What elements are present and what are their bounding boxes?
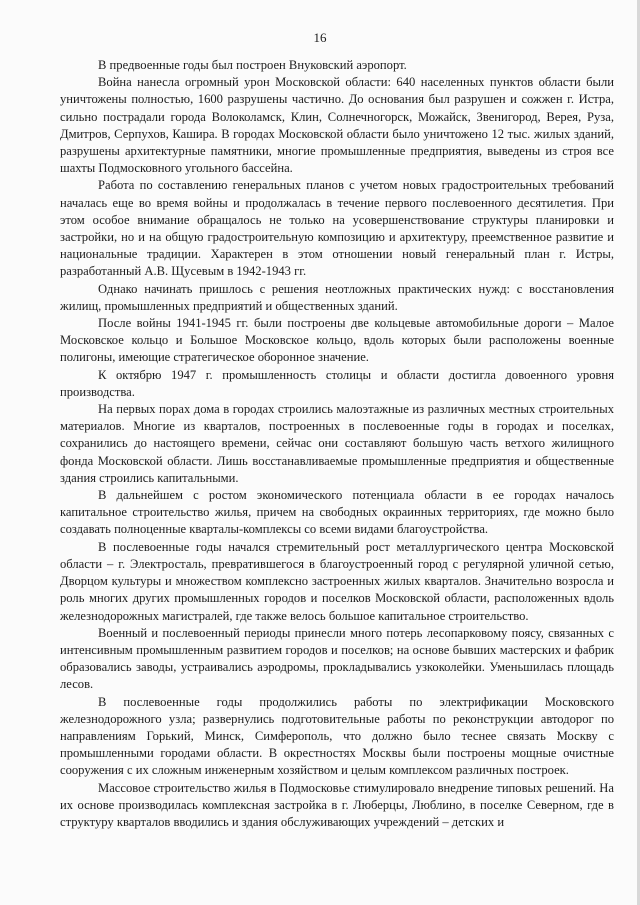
- paragraph: К октябрю 1947 г. промышленность столицы и области достигла довоенного уровня производства.: [60, 367, 614, 399]
- paragraph: В дальнейшем с ростом экономического потенциала области в ее городах началось капитальное строительство жилья, причем на свободных окраинных территориях, где можно было создавать полноценные кварталы-комплексы со всеми видами благоустройства.: [60, 488, 614, 537]
- paragraph: В предвоенные годы был построен Внуковский аэропорт.: [98, 58, 407, 72]
- page-number: 16: [313, 30, 327, 45]
- paragraph: Военный и послевоенный периоды принесли много потерь лесопарковому поясу, связанных с интенсивным промышленным развитием городов и поселков; на основе бывших мастерских и фабрик образовались заводы, устраивались аэродромы, прокладывались узкоколейки. Уменьшилась площадь лесов.: [60, 625, 614, 692]
- paragraph: В послевоенные годы начался стремительный рост металлургического центра Московской области – г. Электросталь, превратившегося в благоустроенный город с регулярной уличной сетью, Дворцом культуры и множеством комплексно застроенных жилых кварталов. Значительно возросла и роль многих других промышленных городов и поселков Московской области, расположенных вдоль железнодорожных магистралей, где также велось большое капитальное строительство.: [60, 539, 614, 623]
- paragraph: Массовое строительство жилья в Подмосковье стимулировало внедрение типовых решений. На их основе производилась комплексная застройка в г. Люберцы, Люблино, в поселке Северном, где в структуру кварталов вводились и здания обслуживающих учреждений – детских и: [60, 780, 614, 829]
- paragraph: В послевоенные годы продолжились работы по электрификации Московского железнодорожного узла; развернулись подготовительные работы по реконструкции автодорог по направлениям Горький, Минск, Симферополь, что должно было теснее связать Москву с промышленными городами области. В окрестностях Москвы были построены мощные очистные сооружения с их сложным инженерным хозяйством и целым комплексом различных построек.: [60, 694, 614, 778]
- paragraph: Работа по составлению генеральных планов с учетом новых градостроительных требований началась еще во время войны и продолжалась в течение первого послевоенного десятилетия. При этом особое внимание обращалось не только на усовершенствование структуры планировки и застройки, но и на общую градостроительную композицию и архитектуру, преемственное развитие и национальные традиции. Характерен в этом отношении новый генеральный план г. Истры, разработанный А.В. Щусевым в 1942-1943 гг.: [60, 178, 614, 279]
- paragraph: Война нанесла огромный урон Московской области: 640 населенных пунктов области были уничтожены полностью, 1600 разрушены частично. До основания был разрушен и сожжен г. Истра, сильно пострадали города Волоколамск, Клин, Солнечногорск, Можайск, Звенигород, Верея, Руза, Дмитров, Серпухов, Кашира. В городах Московской области было уничтожено 12 тыс. жилых зданий, разрушены архитектурные памятники, многие промышленные предприятия, выведены из строя все шахты Подмосковного угольного бассейна.: [60, 75, 614, 176]
- paragraph: Однако начинать пришлось с решения неотложных практических нужд: с восстановления жилищ, промышленных предприятий и общественных зданий.: [60, 281, 614, 313]
- paragraph: На первых порах дома в городах строились малоэтажные из различных местных строительных материалов. Многие из кварталов, построенных в послевоенные годы в городах и поселках, сохранились до настоящего времени, сейчас они составляют большую часть ветхого жилищного фонда Московской области. Лишь восстанавливаемые промышленные предприятия и общественные здания строились капитальными.: [60, 402, 614, 485]
- document-body: [60, 57, 614, 831]
- paragraph: После войны 1941-1945 гг. были построены две кольцевые автомобильные дороги – Малое Московское кольцо и Большое Московское кольцо, вдоль которых были расположены военные полигоны, имеющие стратегическое оборонное значение.: [60, 316, 614, 365]
